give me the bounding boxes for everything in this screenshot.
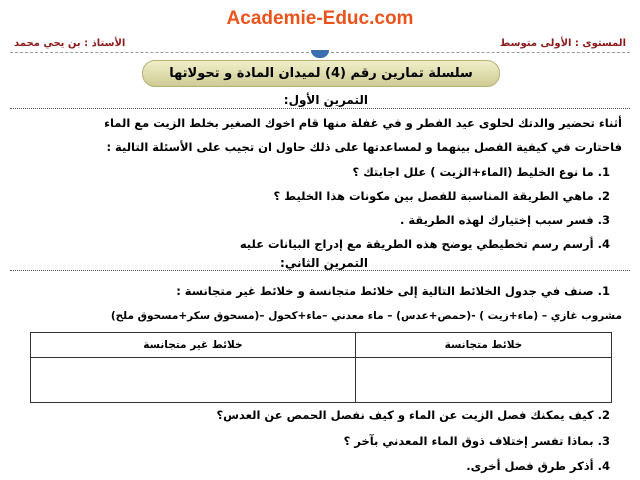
exercise-1-intro-line-2: فاحتارت في كيفية الفصل بينهما و لمساعدتها على ذلك حاول ان تجيب على الأسئلة التالية : bbox=[106, 140, 622, 154]
classification-table bbox=[30, 332, 612, 403]
homogeneous-header: خلائط متجانسة bbox=[355, 333, 611, 358]
exercise-2-question-2: 2. كيف يمكنك فصل الزيت عن الماء و كيف نفصل الحمص عن العدس؟ bbox=[216, 408, 610, 422]
exercise-1-question-2: 2. ماهي الطريقة المناسبة للفصل بين مكونات هذا الخليط ؟ bbox=[273, 189, 610, 203]
exercise-1-intro-line-1: أثناء تحضير والدتك لحلوى عيد الفطر و في غفلة منها قام اخوك الصغير بخلط الزيت مع الماء bbox=[104, 116, 622, 130]
heterogeneous-cell bbox=[31, 358, 356, 403]
site-watermark: Academie-Educ.com bbox=[226, 8, 414, 29]
heterogeneous-header: خلائط غير متجانسة bbox=[31, 333, 356, 358]
exercise-1-question-3: 3. فسر سبب إختيارك لهذه الطريقة . bbox=[400, 213, 610, 227]
exercise-1-divider bbox=[10, 108, 630, 109]
exercise-1-question-4: 4. أرسم رسم تخطيطي يوضح هذه الطريقة مع إدراج البيانات عليه bbox=[239, 237, 610, 251]
exercise-2-question-4: 4. أذكر طرق فصل أخرى. bbox=[466, 459, 610, 473]
exercise-2-divider bbox=[10, 270, 630, 271]
exercise-2-title: التمرين الثاني: bbox=[280, 256, 368, 270]
exercise-1-title: التمرين الأول: bbox=[283, 93, 368, 107]
mixtures-list: مشروب غازي – (ماء+زيت ) -(حمص+عدس) – ماء معدني –ماء+كحول –(مسحوق سكر+مسحوق ملح) bbox=[110, 310, 622, 322]
exercise-2-question-1: 1. صنف في جدول الخلائط التالية إلى خلائط متجانسة و خلائط غير متجانسة : bbox=[176, 284, 610, 298]
level-label: المستوى : الأولى متوسط bbox=[499, 38, 626, 49]
exercise-2-question-3: 3. بماذا تفسر إختلاف ذوق الماء المعدني بآخر ؟ bbox=[343, 434, 610, 448]
teacher-label: الأستاذ : بن يحي محمد bbox=[14, 38, 126, 49]
ribbon-icon bbox=[311, 50, 329, 58]
series-title-banner: سلسلة تمارين رقم (4) لميدان المادة و تحولاتها bbox=[142, 60, 500, 87]
homogeneous-cell bbox=[355, 358, 611, 403]
exercise-1-question-1: 1. ما نوع الخليط (الماء+الزيت ) علل اجابتك ؟ bbox=[352, 165, 610, 179]
